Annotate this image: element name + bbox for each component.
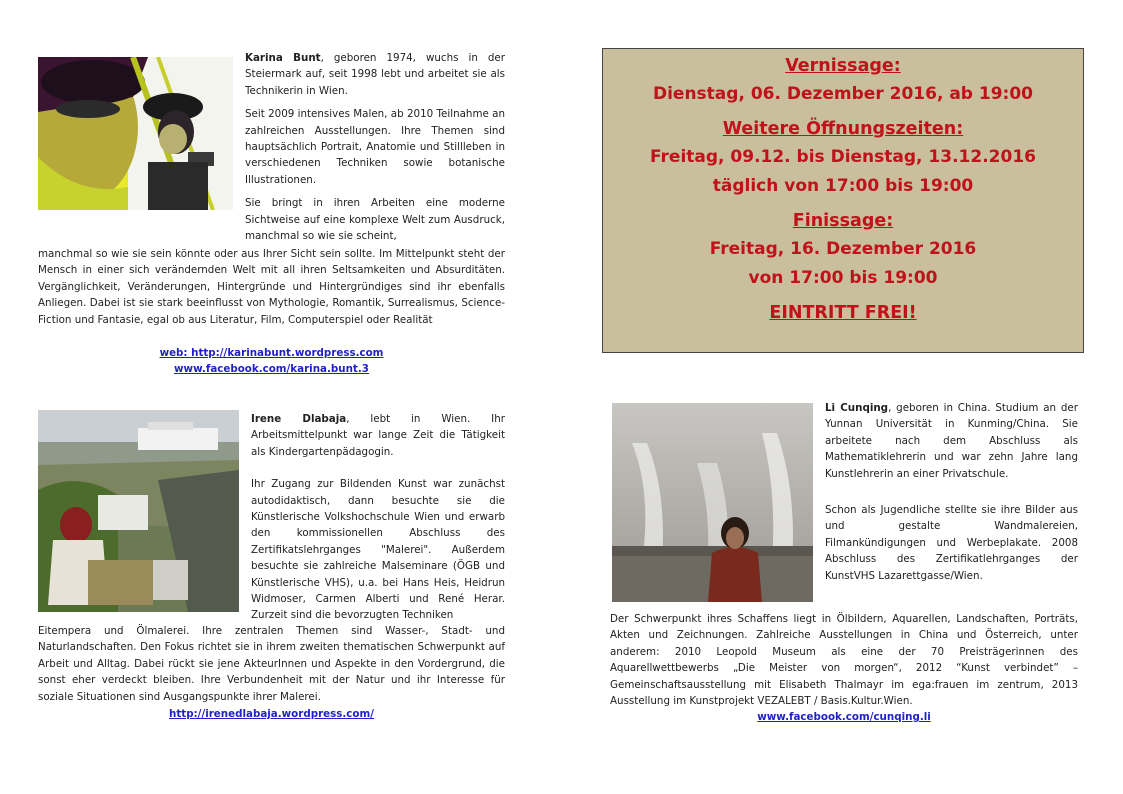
karina-intro: Karina Bunt, geboren 1974, wuchs in der Steiermark auf, seit 1998 lebt und arbeitet sie als Technikerin in Wien.	[245, 52, 505, 97]
opening-hours-dates: Freitag, 09.12. bis Dienstag, 13.12.2016	[650, 147, 1036, 167]
finissage-time: von 17:00 bis 19:00	[748, 268, 938, 288]
irene-intro: Irene Dlabaja, lebt in Wien. Ihr Arbeitsmittelpunkt war lange Zeit die Tätigkeit als Kindergartenpädagogin.	[251, 413, 505, 458]
karina-name: Karina Bunt	[245, 52, 321, 64]
finissage-title: Finissage:	[792, 211, 894, 231]
opening-hours-title: Weitere Öffnungszeiten:	[722, 119, 964, 139]
free-entry: EINTRITT FREI!	[769, 303, 917, 323]
irene-paragraph-2b: Eitempera und Ölmalerei. Ihre zentralen Themen sind Wasser-, Stadt- und Naturlandschaften. Den Fokus richtet sie in ihrem zweiten thematischen Schwerpunkt auf Arbeit und Alltag. Dabei rückt sie jene AkteurInnen und Aspekte in den Vordergrund, die sonst eher verdeckt bleiben. Ihre Verbundenheit mit der Natur und ihr Interesse für soziale Situationen sind Ausgangspunkte ihrer Malerei.	[38, 625, 505, 703]
irene-web-link[interactable]: http://irenedlabaja.wordpress.com/	[169, 708, 374, 720]
li-photo	[612, 403, 813, 602]
irene-paragraph-2a: Ihr Zugang zur Bildenden Kunst war zunächst autodidaktisch, dann besuchte sie die Künstlerische Volkshochschule Wien und erwarb den kommissionellen Abschluss des Zertifikatslehrganges "Malerei". Außerdem besuchte sie zahlreiche Malseminare (ÖGB und Künstlerische VHS), u.a. bei Hans Heis, Heidrun Widmoser, Carmen Alberti und René Herar. Zurzeit sind die bevorzugten Techniken	[251, 478, 505, 622]
irene-photo	[38, 410, 239, 612]
li-intro: Li Cunqing, geboren in China. Studium an der Yunnan Universität in Kunming/China. Sie arbeitete nach dem Abschluss als Mathematiklehrerin und war zehn Jahre lang Kunstlehrerin an einer Privatschule.	[825, 402, 1078, 480]
li-facebook-link[interactable]: www.facebook.com/cunqing.li	[757, 711, 931, 723]
li-name: Li Cunqing	[825, 402, 889, 414]
event-info-box	[602, 48, 1084, 353]
irene-name: Irene Dlabaja	[251, 413, 347, 425]
karina-paragraph-3a: Sie bringt in ihren Arbeiten eine moderne Sichtweise auf eine komplexe Welt zum Ausdruck, manchmal so wie sie scheint,	[245, 197, 505, 243]
li-paragraph-2: Schon als Jugendliche stellte sie ihre Bilder aus und gestalte Wandmalereien, Filmankündigungen und Werbeplakate. 2008 Abschluss des Zertifikatlehrganges der KunstVHS Lazarettgasse/Wien.	[825, 504, 1078, 582]
li-paragraph-3: Der Schwerpunkt ihres Schaffens liegt in Ölbildern, Aquarellen, Landschaften, Porträts, Akten und Zeichnungen. Zahlreiche Ausstellungen in China und Österreich, unter anderem: 2010 Leopold Museum als eine der 70 Preisträgerinnen des Aquarellwettbewerbs „Die Meister von morgen“, 2012 “Kunst verbindet” – Gemeinschaftsausstellung mit Elisabeth Thalmayr im ega:frauen im zentrum, 2013 Ausstellung im Kunstprojekt VEZALEBT / Basis.Kultur.Wien.	[610, 613, 1078, 708]
vernissage-title: Vernissage:	[785, 56, 901, 76]
karina-paragraph-3b: manchmal so wie sie sein könnte oder aus Ihrer Sicht sein sollte. Im Mittelpunkt steht der Mensch in einer sich verändernden Welt mit all ihren Seltsamkeiten und Absurditäten. Vergänglichkeit, Veränderungen, Hintergründe und Hintergründiges sind ihr ebenfalls Anliegen. Dabei ist sie stark beeinflusst von Mythologie, Romantik, Surrealismus, Science-Fiction und Fantasie, egal ob aus Literatur, Film, Computerspiel oder Realität	[38, 248, 505, 326]
karina-facebook-link[interactable]: www.facebook.com/karina.bunt.3	[174, 363, 369, 375]
karina-paragraph-2: Seit 2009 intensives Malen, ab 2010 Teilnahme an zahlreichen Ausstellungen. Ihre Themen sind hauptsächlich Portrait, Anatomie und Stillleben in verschiedenen Techniken sowie botanische Illustrationen.	[245, 108, 505, 186]
vernissage-date: Dienstag, 06. Dezember 2016, ab 19:00	[652, 84, 1033, 104]
karina-web-link[interactable]: web: http://karinabunt.wordpress.com	[159, 347, 384, 359]
finissage-date: Freitag, 16. Dezember 2016	[709, 239, 977, 259]
opening-hours-time: täglich von 17:00 bis 19:00	[712, 176, 974, 196]
karina-photo	[38, 57, 233, 210]
